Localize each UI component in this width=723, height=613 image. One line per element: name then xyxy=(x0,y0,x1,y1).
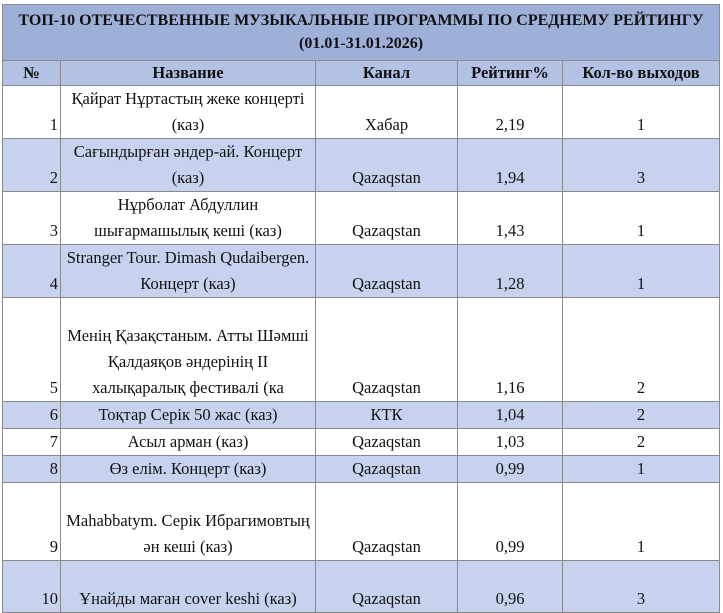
table-row xyxy=(3,402,720,429)
row-episodes: 1 xyxy=(563,86,720,139)
row-rating: 1,04 xyxy=(458,402,563,429)
row-channel: Qazaqstan xyxy=(316,192,458,245)
row-episodes: 2 xyxy=(563,402,720,429)
table-row xyxy=(3,139,720,192)
row-episodes: 1 xyxy=(563,483,720,561)
row-channel: Qazaqstan xyxy=(316,561,458,613)
table-row xyxy=(3,192,720,245)
row-num: 4 xyxy=(3,245,61,298)
table-title: ТОП-10 ОТЕЧЕСТВЕННЫЕ МУЗЫКАЛЬНЫЕ ПРОГРАММЫ ПО СРЕДНЕМУ РЕЙТИНГУ (01.01-31.01.2026) xyxy=(3,5,720,61)
row-episodes: 1 xyxy=(563,192,720,245)
row-rating: 1,16 xyxy=(458,298,563,402)
row-rating: 0,99 xyxy=(458,456,563,483)
ratings-table-container xyxy=(2,4,719,613)
row-episodes: 1 xyxy=(563,456,720,483)
table-row xyxy=(3,561,720,613)
row-num: 9 xyxy=(3,483,61,561)
row-rating: 1,43 xyxy=(458,192,563,245)
table-row xyxy=(3,245,720,298)
header-episodes: Кол-во выходов xyxy=(563,61,720,86)
row-name: Өз елім. Концерт (каз) xyxy=(61,456,316,483)
row-name: Ұнайды маған cover keshi (каз) xyxy=(61,561,316,613)
row-rating: 1,94 xyxy=(458,139,563,192)
table-header-row xyxy=(3,61,720,86)
row-num: 5 xyxy=(3,298,61,402)
row-channel: Qazaqstan xyxy=(316,245,458,298)
table-row xyxy=(3,298,720,402)
row-num: 6 xyxy=(3,402,61,429)
table-title-row xyxy=(3,5,720,61)
row-num: 1 xyxy=(3,86,61,139)
row-channel: Qazaqstan xyxy=(316,139,458,192)
ratings-table xyxy=(2,4,720,613)
row-name: Сағындырған әндер-ай. Концерт (каз) xyxy=(61,139,316,192)
table-row xyxy=(3,86,720,139)
row-episodes: 2 xyxy=(563,429,720,456)
header-channel: Канал xyxy=(316,61,458,86)
row-num: 10 xyxy=(3,561,61,613)
header-num: № xyxy=(3,61,61,86)
row-episodes: 3 xyxy=(563,561,720,613)
row-rating: 0,96 xyxy=(458,561,563,613)
table-row xyxy=(3,429,720,456)
row-num: 2 xyxy=(3,139,61,192)
row-episodes: 2 xyxy=(563,298,720,402)
row-num: 7 xyxy=(3,429,61,456)
row-rating: 1,28 xyxy=(458,245,563,298)
row-channel: Qazaqstan xyxy=(316,483,458,561)
row-rating: 0,99 xyxy=(458,483,563,561)
header-name: Название xyxy=(61,61,316,86)
row-channel: КТК xyxy=(316,402,458,429)
row-channel: Qazaqstan xyxy=(316,429,458,456)
row-num: 3 xyxy=(3,192,61,245)
table-row xyxy=(3,483,720,561)
row-name: Тоқтар Серік 50 жас (каз) xyxy=(61,402,316,429)
row-rating: 1,03 xyxy=(458,429,563,456)
row-episodes: 1 xyxy=(563,245,720,298)
row-name: Менің Қазақстаным. Атты Шәмші Қалдаяқов әндерінің II халықаралық фестивалі (ка xyxy=(61,298,316,402)
table-row xyxy=(3,456,720,483)
row-episodes: 3 xyxy=(563,139,720,192)
row-num: 8 xyxy=(3,456,61,483)
row-channel: Qazaqstan xyxy=(316,298,458,402)
row-name: Нұрболат Абдуллин шығармашылық кеші (каз) xyxy=(61,192,316,245)
row-name: Stranger Tour. Dimash Qudaibergen. Концерт (каз) xyxy=(61,245,316,298)
row-name: Mahabbatym. Серік Ибрагимовтың ән кеші (каз) xyxy=(61,483,316,561)
row-rating: 2,19 xyxy=(458,86,563,139)
row-channel: Хабар xyxy=(316,86,458,139)
row-name: Асыл арман (каз) xyxy=(61,429,316,456)
header-rating: Рейтинг% xyxy=(458,61,563,86)
row-channel: Qazaqstan xyxy=(316,456,458,483)
row-name: Қайрат Нұртастың жеке концерті (каз) xyxy=(61,86,316,139)
